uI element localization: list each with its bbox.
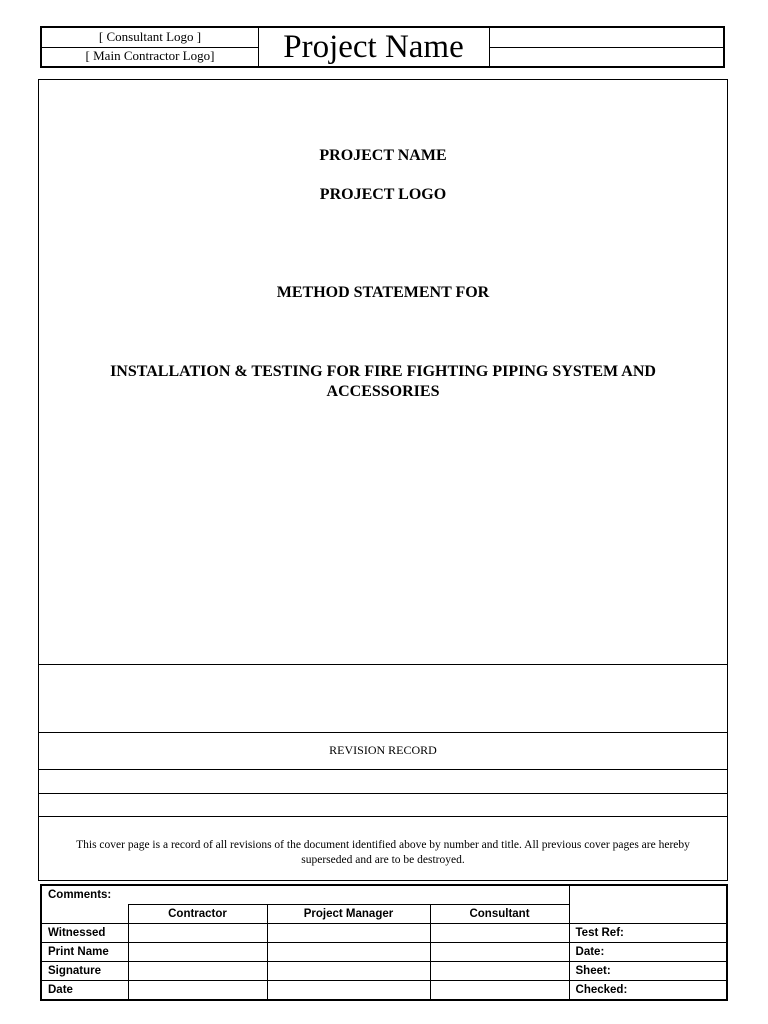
row-label-date: Date [41,981,128,1001]
cover-project-name: PROJECT NAME [319,147,447,164]
column-header-project-manager: Project Manager [267,905,430,924]
logo-cell [42,28,259,66]
header-reference-row [489,28,723,48]
table-row [41,981,727,1001]
checked-label: Checked: [569,981,727,1001]
document-header [40,26,725,68]
table-cell [41,905,128,924]
date-label: Date: [569,943,727,962]
sheet-label: Sheet: [569,962,727,981]
witnessed-project-manager-cell[interactable] [267,924,430,943]
witnessed-contractor-cell[interactable] [128,924,267,943]
installation-title: INSTALLATION & TESTING FOR FIRE FIGHTING PIPING SYSTEM AND ACCESSORIES [110,363,656,400]
contractor-logo-placeholder: [ Main Contractor Logo] [85,48,215,63]
divider [39,732,727,733]
table-row [41,924,727,943]
date-consultant-cell[interactable] [430,981,569,1001]
signature-project-manager-cell[interactable] [267,962,430,981]
date-contractor-cell[interactable] [128,981,267,1001]
method-statement-heading: METHOD STATEMENT FOR [276,284,490,301]
table-row [41,943,727,962]
table-row [41,885,727,905]
row-label-witnessed: Witnessed [41,924,128,943]
table-cell [569,885,727,924]
signoff-table [40,884,728,1001]
cover-frame [38,79,728,881]
row-label-signature: Signature [41,962,128,981]
test-ref-label: Test Ref: [569,924,727,943]
column-header-consultant: Consultant [430,905,569,924]
print-name-project-manager-cell[interactable] [267,943,430,962]
signature-consultant-cell[interactable] [430,962,569,981]
witnessed-consultant-cell[interactable] [430,924,569,943]
divider [39,769,727,770]
header-reference-cell [489,28,723,66]
divider [39,793,727,794]
consultant-logo-placeholder: [ Consultant Logo ] [42,28,258,48]
revision-notice: This cover page is a record of all revisions of the document identified above by number and title. All previous cover pages are hereby superseded and are to be destroyed. [76,839,690,866]
table-row [41,962,727,981]
revision-record-label: REVISION RECORD [329,743,437,757]
header-project-name: Project Name [258,28,490,66]
divider [39,664,727,665]
column-header-contractor: Contractor [128,905,267,924]
signature-contractor-cell[interactable] [128,962,267,981]
print-name-consultant-cell[interactable] [430,943,569,962]
divider [39,816,727,817]
comments-label: Comments: [41,885,569,905]
row-label-print-name: Print Name [41,943,128,962]
cover-project-logo: PROJECT LOGO [319,186,447,203]
date-project-manager-cell[interactable] [267,981,430,1001]
print-name-contractor-cell[interactable] [128,943,267,962]
